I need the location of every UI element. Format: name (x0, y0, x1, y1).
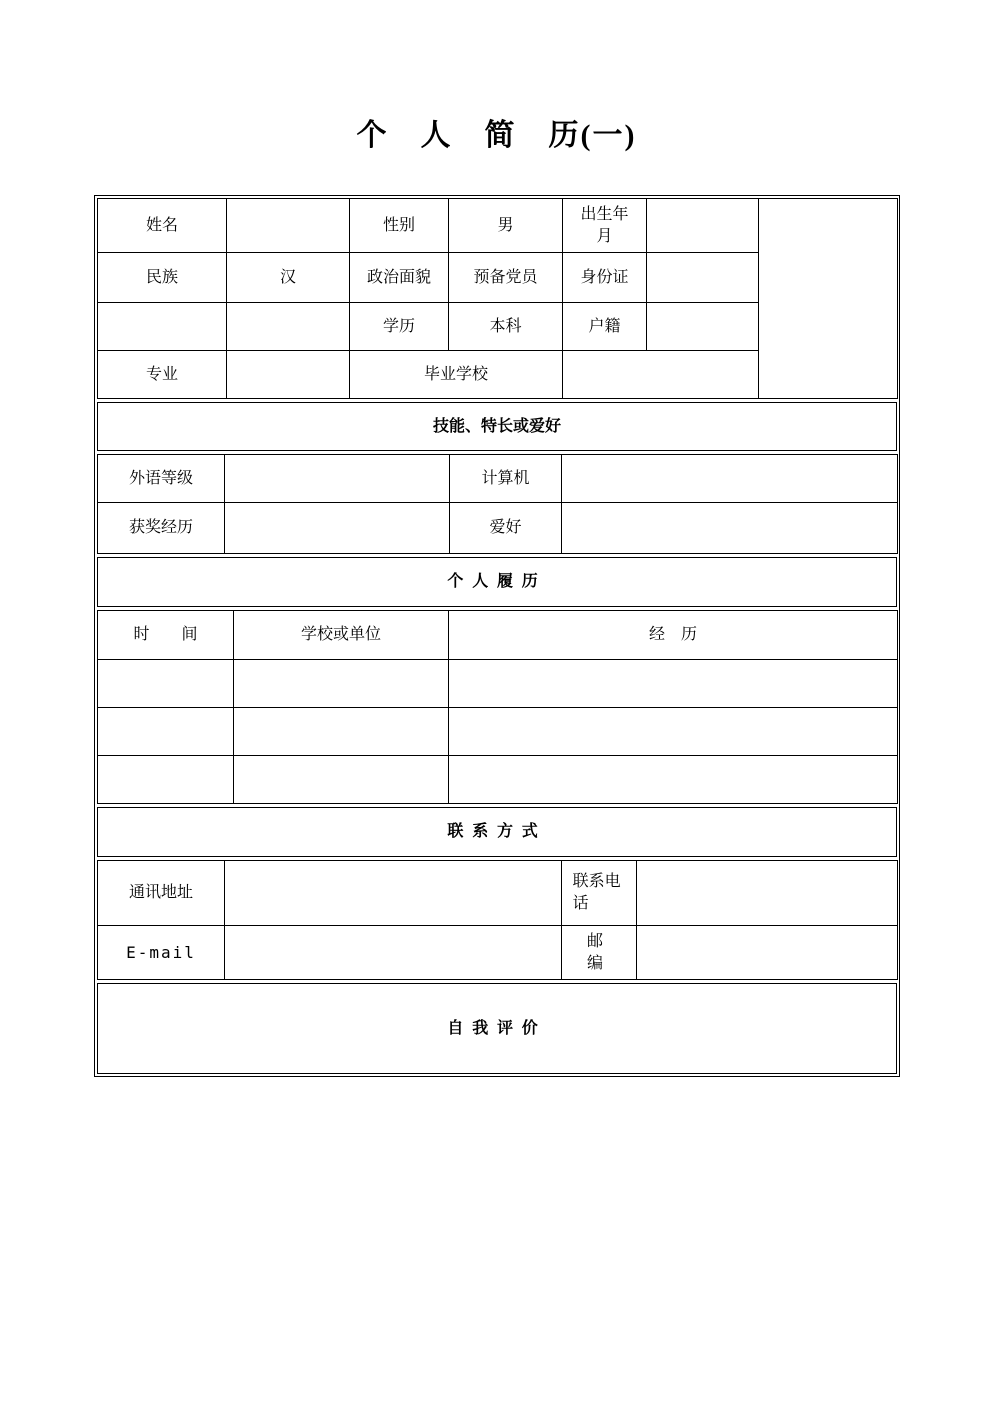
table-row (98, 984, 897, 1074)
skills-table (97, 454, 898, 554)
phone-label-cell (562, 861, 637, 926)
address-value-cell[interactable] (225, 861, 562, 926)
address-label: 通讯地址 (98, 861, 225, 926)
history-school-cell[interactable] (234, 660, 449, 708)
history-experience-cell[interactable] (449, 756, 898, 804)
hobby-label: 爱好 (450, 503, 562, 554)
history-col-time: 时 间 (98, 611, 234, 660)
school-value-cell[interactable] (563, 351, 759, 399)
table-row (98, 708, 898, 756)
history-time-cell[interactable] (98, 660, 234, 708)
contact-header-table (97, 807, 897, 857)
history-school-cell[interactable] (234, 708, 449, 756)
education-label: 学历 (350, 303, 449, 351)
page-title: 个 人 简 历(一) (356, 119, 637, 152)
zip-label-cell (562, 926, 637, 980)
table-row (98, 926, 898, 980)
id-card-value-cell[interactable] (647, 253, 759, 303)
section-header-evaluation[interactable]: 自我评价 (98, 984, 897, 1074)
gender-label: 性别 (350, 199, 449, 253)
history-school-cell[interactable] (234, 756, 449, 804)
table-row (98, 861, 898, 926)
foreign-language-value-cell[interactable] (225, 455, 450, 503)
birth-value-cell[interactable] (647, 199, 759, 253)
gender-value-cell[interactable]: 男 (449, 199, 563, 253)
birth-label-cell (563, 199, 647, 253)
email-label: E-mail (98, 926, 225, 980)
table-row (98, 199, 898, 253)
history-time-cell[interactable] (98, 756, 234, 804)
political-status-label: 政治面貌 (350, 253, 449, 303)
email-value-cell[interactable] (225, 926, 562, 980)
table-row (98, 503, 898, 554)
section-header-contact: 联系方式 (98, 808, 897, 857)
contact-table (97, 860, 898, 980)
table-row (98, 403, 897, 451)
awards-value-cell[interactable] (225, 503, 450, 554)
history-col-school: 学校或单位 (234, 611, 449, 660)
history-col-experience: 经 历 (449, 611, 898, 660)
history-experience-cell[interactable] (449, 660, 898, 708)
phone-label: 联系电话 (572, 873, 621, 912)
table-row (98, 455, 898, 503)
table-row (98, 756, 898, 804)
resume-table-frame (94, 195, 900, 1077)
history-time-cell[interactable] (98, 708, 234, 756)
table-header-row (98, 611, 898, 660)
table-row (98, 808, 897, 857)
zip-label: 邮编 (587, 932, 604, 972)
section-header-history: 个人履历 (98, 558, 897, 607)
major-label: 专业 (98, 351, 227, 399)
ethnicity-value-cell[interactable]: 汉 (227, 253, 350, 303)
school-label: 毕业学校 (350, 351, 563, 399)
awards-label: 获奖经历 (98, 503, 225, 554)
education-value-cell[interactable]: 本科 (449, 303, 563, 351)
skills-header-table (97, 402, 897, 451)
history-table (97, 610, 898, 804)
computer-label: 计算机 (450, 455, 562, 503)
residence-label: 户籍 (563, 303, 647, 351)
name-value-cell[interactable] (227, 199, 350, 253)
blank-cell[interactable] (98, 303, 227, 351)
name-label: 姓名 (98, 199, 227, 253)
zip-value-cell[interactable] (637, 926, 898, 980)
table-row (98, 660, 898, 708)
history-experience-cell[interactable] (449, 708, 898, 756)
political-status-value-cell[interactable]: 预备党员 (449, 253, 563, 303)
id-card-label: 身份证 (563, 253, 647, 303)
ethnicity-label: 民族 (98, 253, 227, 303)
phone-value-cell[interactable] (637, 861, 898, 926)
photo-cell[interactable] (759, 199, 898, 399)
major-value-cell[interactable] (227, 351, 350, 399)
blank-cell[interactable] (227, 303, 350, 351)
table-row (98, 558, 897, 607)
computer-value-cell[interactable] (562, 455, 898, 503)
foreign-language-label: 外语等级 (98, 455, 225, 503)
section-header-skills: 技能、特长或爱好 (98, 403, 897, 451)
hobby-value-cell[interactable] (562, 503, 898, 554)
history-header-table (97, 557, 897, 607)
basic-info-table (97, 198, 898, 399)
birth-label: 出生年月 (580, 205, 629, 245)
evaluation-table (97, 983, 897, 1074)
residence-value-cell[interactable] (647, 303, 759, 351)
